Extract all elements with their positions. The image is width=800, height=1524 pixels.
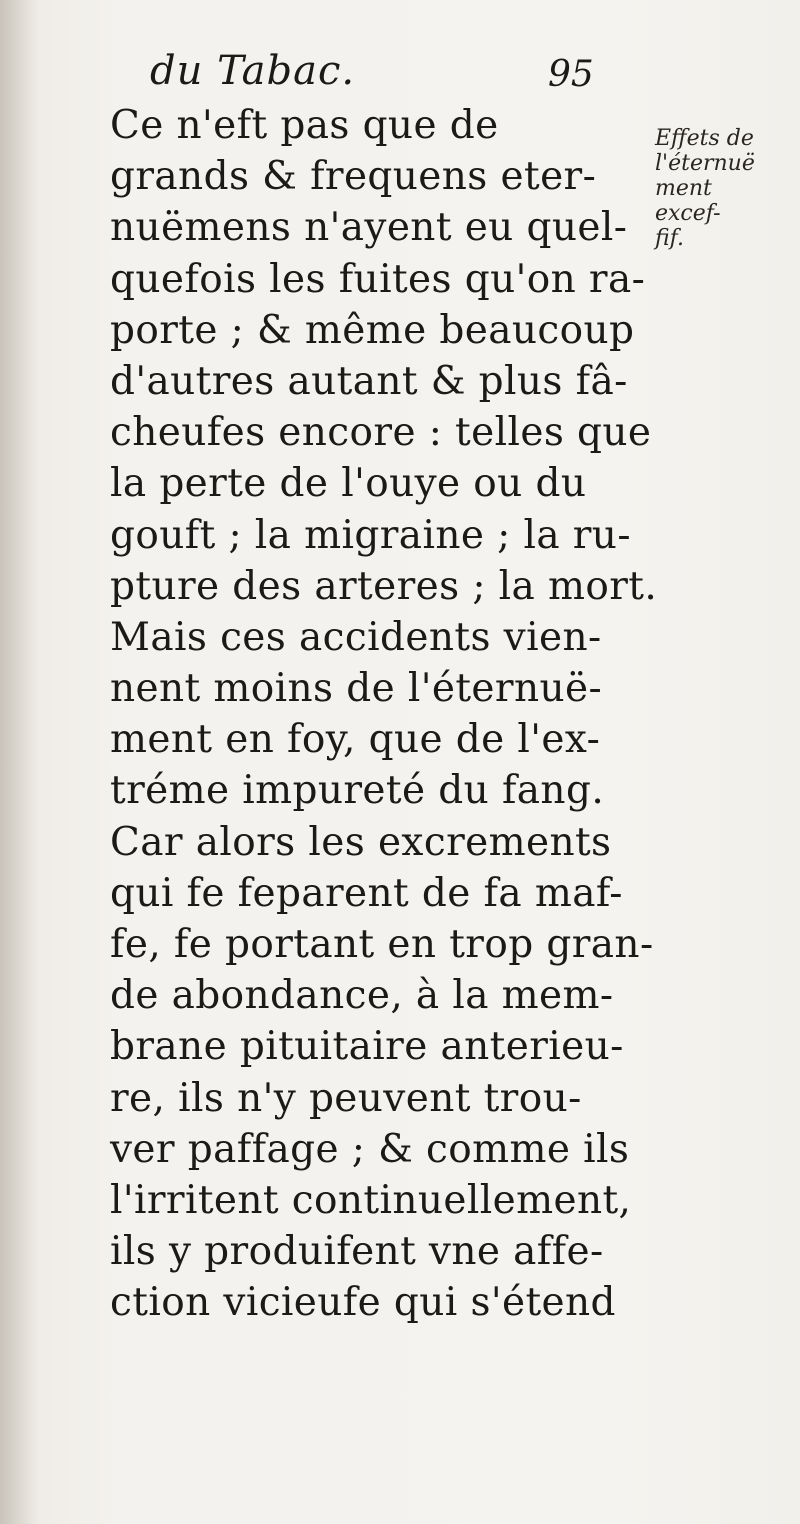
text-line: quefois les fuites qu'on ra- — [110, 256, 646, 302]
text-line: porte ; & même beaucoup — [110, 307, 635, 353]
running-head — [150, 48, 594, 98]
margin-note-line: Effets de — [655, 126, 754, 151]
text-line: Mais ces accidents vien- — [110, 614, 602, 660]
text-line: Ce n'eft pas que de — [110, 103, 499, 148]
text-line: tréme impureté du fang. — [110, 768, 605, 814]
text-line: gouft ; la migraine ; la ru- — [110, 512, 631, 558]
text-line: qui fe feparent de fa maf- — [110, 870, 623, 916]
text-line: de abondance, à la mem- — [110, 973, 614, 1019]
margin-note-line: l'éternuë — [655, 151, 755, 176]
margin-note — [655, 126, 795, 251]
text-line: fe, fe portant en trop gran- — [110, 922, 654, 967]
text-line: pture des arteres ; la mort. — [110, 563, 658, 609]
gutter-shadow — [0, 0, 40, 1524]
text-line: brane pituitaire anterieu- — [110, 1024, 624, 1070]
text-line: ver paffage ; & comme ils — [110, 1126, 630, 1172]
margin-note-line: fif. — [655, 226, 685, 251]
margin-note-line: excef- — [655, 201, 721, 226]
margin-note-line: ment — [655, 176, 712, 201]
text-line: grands & frequens eter- — [110, 154, 597, 200]
text-line: ment en foy, que de l'ex- — [110, 717, 601, 763]
body-text — [110, 100, 658, 1329]
text-line: d'autres autant & plus fâ- — [110, 358, 628, 404]
text-line: cheufes encore : telles que — [110, 410, 652, 456]
text-line: l'irritent continuellement, — [110, 1177, 632, 1223]
text-line: nuëmens n'ayent eu quel- — [110, 205, 628, 251]
text-line: re, ils n'y peuvent trou- — [110, 1075, 582, 1121]
text-line: la perte de l'ouye ou du — [110, 461, 587, 507]
page-number: 95 — [548, 54, 594, 95]
text-line: nent moins de l'éternuë- — [110, 666, 603, 712]
running-title: du Tabac. — [150, 48, 356, 94]
text-line: ils y produifent vne affe- — [110, 1229, 604, 1275]
text-line: Car alors les excrements — [110, 819, 612, 865]
text-line: ction vicieufe qui s'étend — [110, 1280, 616, 1326]
